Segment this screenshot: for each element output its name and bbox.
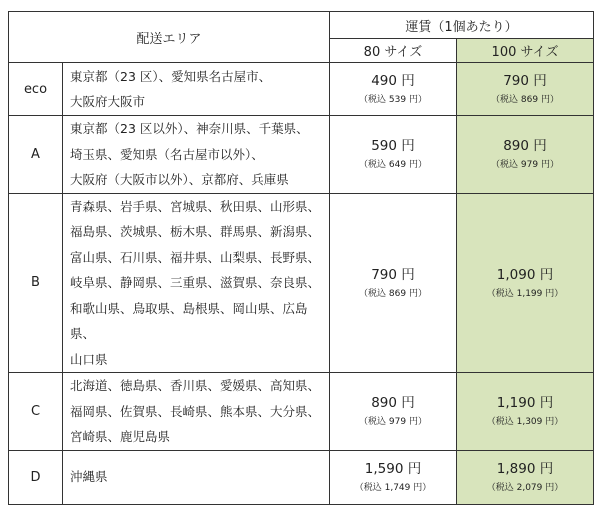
area-line: 埼玉県、愛知県（名古屋市以外）、 (70, 146, 264, 162)
price-with-tax: （税込 1,309 円） (486, 417, 564, 428)
price: 790 円 (503, 73, 547, 89)
shipping-fee-table (8, 11, 594, 505)
price: 890 円 (371, 395, 415, 412)
price-with-tax: （税込 649 円） (359, 160, 427, 171)
area-line: 福島県、茨城県、栃木県、群馬県、新潟県、 (70, 224, 321, 239)
area-line: 山口県 (70, 351, 108, 367)
price: 890 円 (503, 138, 547, 155)
area-list (63, 450, 330, 504)
area-line: 福岡県、佐賀県、長崎県、熊本県、大分県、 (70, 403, 321, 419)
fare-100 (457, 193, 594, 373)
table-row (9, 373, 594, 451)
table-row (9, 63, 594, 116)
table-row (9, 193, 594, 373)
area-line: 青森県、岩手県、宮城県、秋田県、山形県、 (70, 198, 321, 214)
price-with-tax: （税込 979 円） (491, 160, 559, 171)
price: 1,890 円 (496, 461, 554, 477)
fare-80 (330, 116, 457, 194)
price: 590 円 (371, 138, 415, 155)
price: 1,590 円 (364, 461, 422, 477)
price: 1,190 円 (496, 395, 554, 412)
price-with-tax: （税込 869 円） (491, 95, 559, 105)
fare-80 (330, 63, 457, 116)
area-line: 宮崎県、鹿児島県 (70, 429, 171, 444)
price-with-tax: （税込 1,199 円） (486, 288, 564, 299)
price: 1,090 円 (496, 266, 554, 283)
area-line: 沖縄県 (70, 469, 108, 485)
fare-100 (457, 373, 594, 451)
area-line: 岐阜県、静岡県、三重県、滋賀県、奈良県、 (70, 275, 321, 290)
zone-label: A (9, 116, 63, 194)
zone-label: B (9, 193, 63, 373)
area-line: 大阪府（大阪市以外）、京都府、兵庫県 (70, 172, 289, 187)
zone-label: C (9, 373, 63, 451)
zone-label: D (9, 450, 63, 504)
price: 490 円 (371, 73, 415, 89)
fare-100 (457, 63, 594, 116)
price-with-tax: （税込 979 円） (359, 417, 427, 428)
header-area: 配送エリア (9, 12, 330, 63)
area-line: 大阪府大阪市 (70, 94, 146, 109)
table-row (9, 116, 594, 194)
area-line: 和歌山県、鳥取県、島根県、岡山県、広島県、 (70, 300, 308, 341)
area-line: 東京都（23 区以外）、神奈川県、千葉県、 (70, 121, 309, 136)
price-with-tax: （税込 869 円） (359, 288, 427, 299)
fare-80 (330, 373, 457, 451)
area-line: 東京都（23 区）、愛知県名古屋市、 (70, 68, 272, 84)
header-size-100: 100 サイズ (457, 39, 594, 63)
fare-100 (457, 450, 594, 504)
fare-80 (330, 450, 457, 504)
table-row (9, 450, 594, 504)
area-list (63, 193, 330, 373)
price-with-tax: （税込 2,079 円） (486, 483, 564, 493)
fare-100 (457, 116, 594, 194)
zone-label: eco (9, 63, 63, 116)
fare-80 (330, 193, 457, 373)
area-list (63, 63, 330, 116)
area-list (63, 373, 330, 451)
area-line: 北海道、徳島県、香川県、愛媛県、高知県、 (70, 378, 321, 393)
price: 790 円 (371, 266, 415, 283)
price-with-tax: （税込 539 円） (359, 95, 427, 105)
area-line: 富山県、石川県、福井県、山梨県、長野県、 (70, 249, 321, 265)
header-size-80: 80 サイズ (330, 39, 457, 63)
area-list (63, 116, 330, 194)
price-with-tax: （税込 1,749 円） (354, 483, 432, 493)
header-fare: 運賃（1個あたり） (330, 12, 594, 39)
